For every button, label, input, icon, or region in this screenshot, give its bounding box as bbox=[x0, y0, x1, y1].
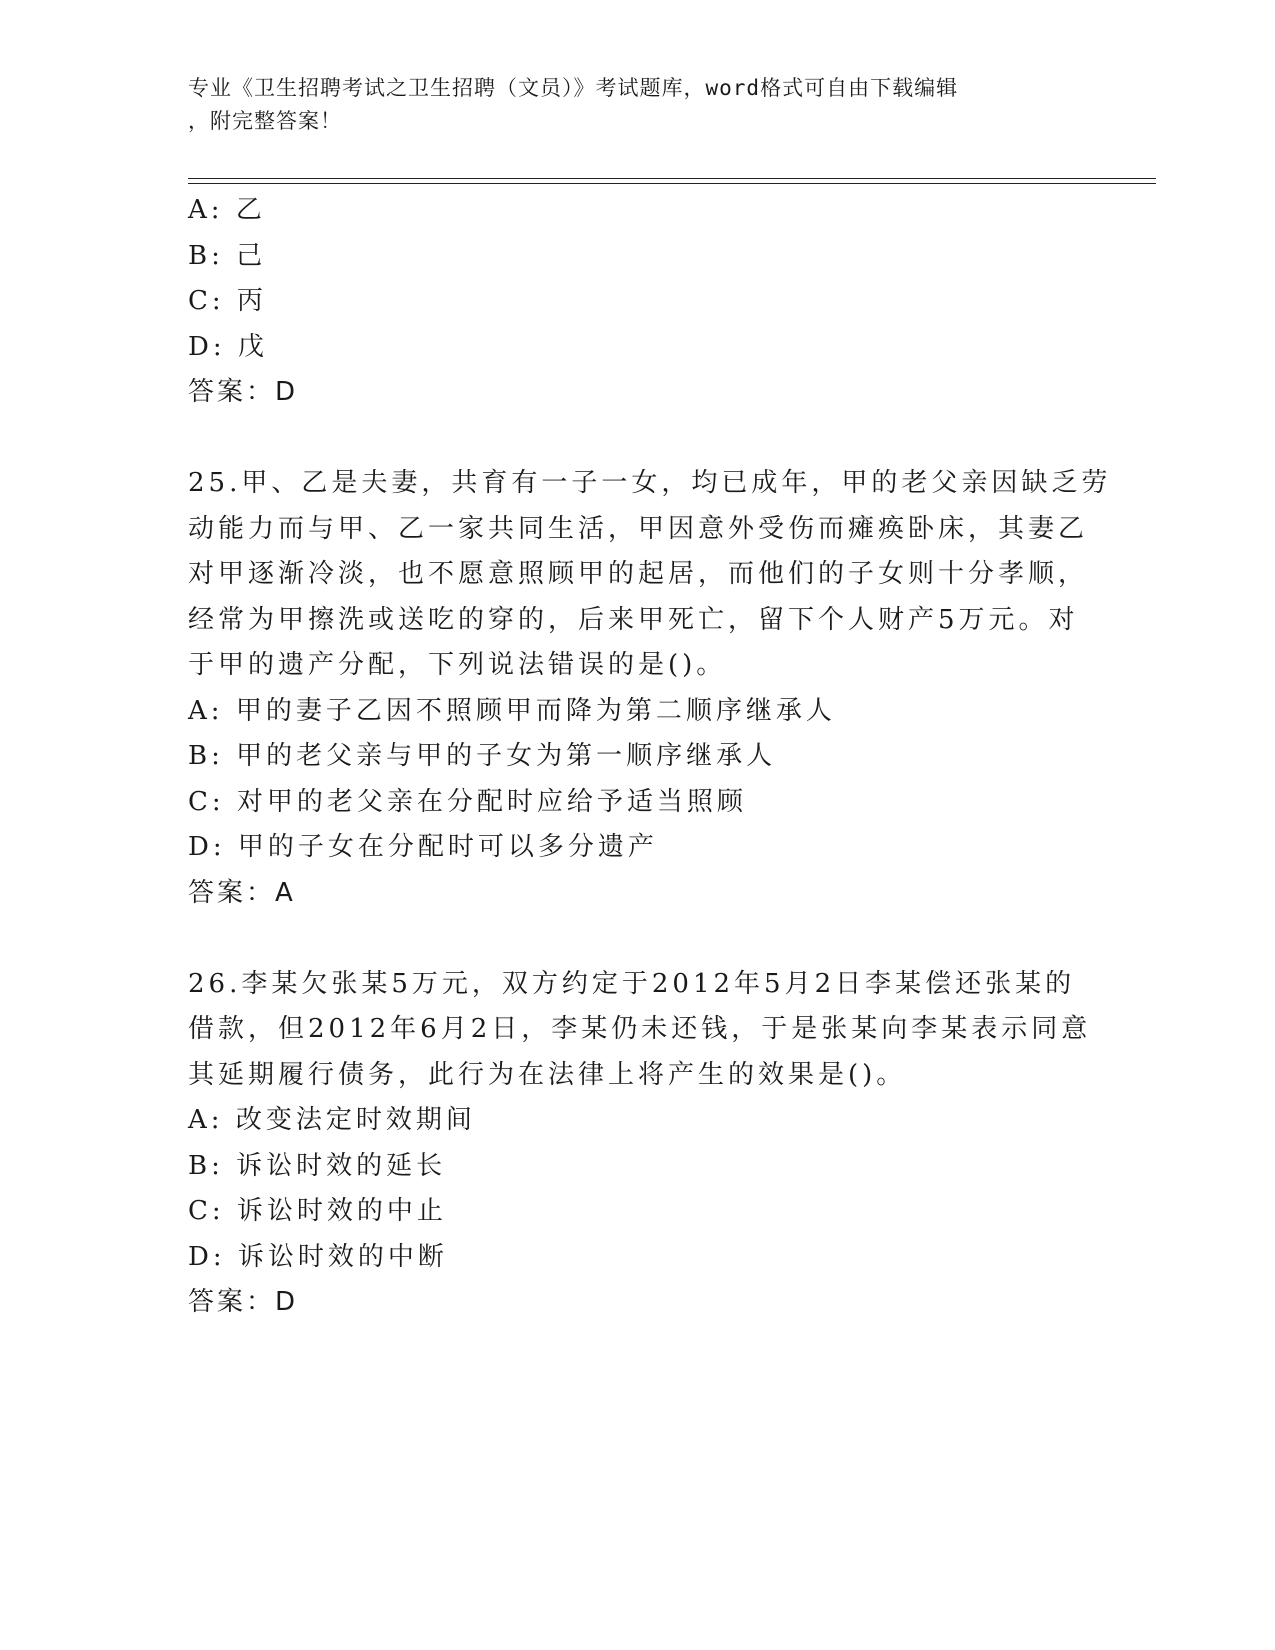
question-text-line: 于甲的遗产分配，下列说法错误的是()。 bbox=[188, 650, 727, 680]
header-divider-bottom bbox=[188, 183, 1156, 184]
question-text-line: 对甲逐渐冷淡，也不愿意照顾甲的起居，而他们的子女则十分孝顺， bbox=[188, 559, 1089, 589]
option-a: A: 乙 bbox=[188, 195, 266, 225]
question-26-block bbox=[188, 962, 1092, 1326]
question-text-line: 动能力而与甲、乙一家共同生活，甲因意外受伤而瘫痪卧床，其妻乙 bbox=[188, 513, 1089, 544]
question-text-line: 经常为甲擦洗或送吃的穿的，后来甲死亡，留下个人财产5万元。对 bbox=[188, 604, 1079, 635]
question-text-line: 26.李某欠张某5万元，双方约定于2012年5月2日李某偿还张某的 bbox=[188, 968, 1076, 999]
question-text-line: 25.甲、乙是夫妻，共育有一子一女，均已成年，甲的老父亲因缺乏劳 bbox=[188, 468, 1112, 498]
question-text-line: 借款，但2012年6月2日，李某仍未还钱，于是张某向李某表示同意 bbox=[188, 1014, 1092, 1044]
option-a: A: 甲的妻子乙因不照顾甲而降为第二顺序继承人 bbox=[188, 695, 836, 726]
document-header bbox=[188, 72, 1068, 138]
option-c: C: 丙 bbox=[188, 286, 267, 316]
option-b: B: 诉讼时效的延长 bbox=[188, 1150, 447, 1181]
question-text-line: 其延期履行债务，此行为在法律上将产生的效果是()。 bbox=[188, 1059, 907, 1090]
option-c: C: 诉讼时效的中止 bbox=[188, 1196, 447, 1226]
option-d: D: 诉讼时效的中断 bbox=[188, 1241, 448, 1272]
header-line-2: ，附完整答案！ bbox=[188, 109, 342, 133]
option-b: B: 甲的老父亲与甲的子女为第一顺序继承人 bbox=[188, 741, 777, 771]
option-d: D: 戊 bbox=[188, 331, 268, 362]
previous-question-block bbox=[188, 188, 1088, 416]
option-b: B: 己 bbox=[188, 240, 267, 271]
answer-line: 答案：D bbox=[188, 1287, 299, 1317]
option-c: C: 对甲的老父亲在分配时应给予适当照顾 bbox=[188, 786, 747, 817]
option-d: D: 甲的子女在分配时可以多分遗产 bbox=[188, 832, 658, 862]
answer-line: 答案：A bbox=[188, 877, 296, 908]
document-body bbox=[188, 188, 1112, 1326]
header-divider-top bbox=[188, 178, 1156, 179]
option-a: A: 改变法定时效期间 bbox=[188, 1105, 476, 1135]
header-line-1: 专业《卫生招聘考试之卫生招聘（文员）》考试题库，word格式可自由下载编辑 bbox=[188, 76, 959, 100]
question-25-block bbox=[188, 461, 1112, 916]
answer-line: 答案：D bbox=[188, 377, 299, 407]
